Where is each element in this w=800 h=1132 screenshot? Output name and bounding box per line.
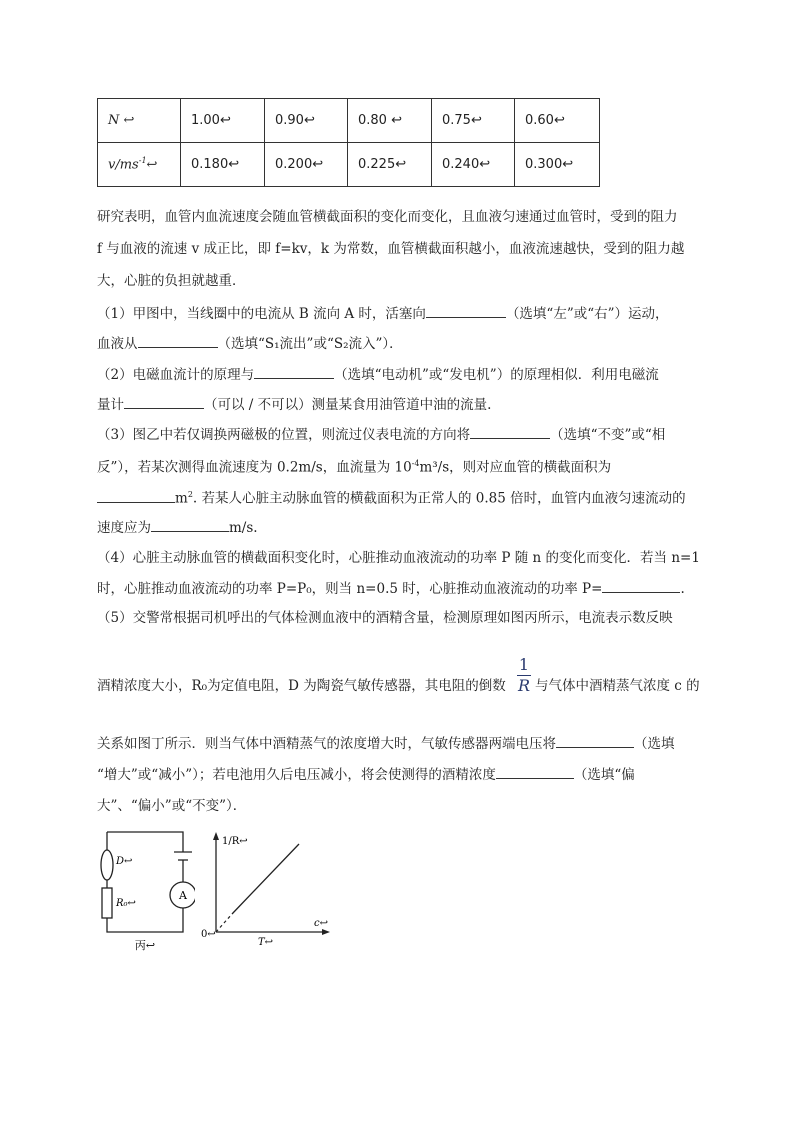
question-text: “增大”或“减小”）；若电池用久后电压减小，将会使测得的酒精浓度 (97, 767, 496, 783)
question-text: m/s. (229, 520, 258, 536)
question-3-line (97, 517, 258, 538)
paragraph-line: 大，心脏的负担就越重． (97, 273, 246, 289)
table-row-header: N ↩ (98, 99, 181, 143)
question-3-line (97, 485, 686, 509)
question-text: （1）甲图中，当线圈中的电流从 B 流向 A 时，活塞向 (97, 306, 426, 322)
table-cell: 0.200↩ (265, 143, 348, 187)
question-2-line (97, 394, 491, 415)
table-cell: 0.75↩ (432, 99, 515, 143)
graph-line (232, 844, 299, 914)
table-cell: 0.90↩ (265, 99, 348, 143)
table-cell: 0.60↩ (515, 99, 600, 143)
sensor-d-symbol (101, 850, 113, 880)
question-2-line (97, 364, 659, 385)
question-text: m (175, 490, 188, 507)
question-text: （可以 / 不可以）测量某食用油管道中油的流量. (204, 397, 492, 413)
question-5-line (97, 733, 675, 754)
ammeter-label: A (179, 889, 187, 902)
reciprocal-graph (196, 830, 336, 955)
question-4-line (97, 578, 685, 599)
question-text: m³/s，则对应血管的横截面积为 (419, 459, 612, 476)
question-1-line (97, 333, 403, 354)
reciprocal-fraction (517, 656, 531, 695)
question-3-line (97, 454, 611, 478)
question-5-line: 大”、“偏小”或“不变”）． (97, 798, 247, 814)
question-text: （选填“不变”或“相 (550, 427, 666, 443)
question-text: 血液从 (97, 336, 138, 352)
question-5-line: （5）交警常根据司机呼出的气体检测血液中的酒精含量，检测原理如图丙所示，电流表示数反映 (97, 610, 673, 626)
table-cell: 0.80 ↩ (348, 99, 432, 143)
circuit-diagram (95, 830, 195, 955)
table-cell: 1.00↩ (181, 99, 265, 143)
question-text: 时，心脏推动血液流动的功率 P=P₀，则当 n=0.5 时，心脏推动血液流动的功率 P= (97, 581, 603, 597)
resistor-label: R₀↩ (116, 898, 136, 909)
answer-blank[interactable] (138, 333, 218, 348)
answer-blank[interactable] (470, 424, 550, 439)
table-cell: 0.225↩ (348, 143, 432, 187)
graph-dashed-segment (216, 914, 232, 932)
question-text: 反”），若某次测得血流速度为 0.2m/s，血流量为 10 (97, 459, 412, 476)
question-text: （3）图乙中若仅调换两磁极的位置，则流过仪表电流的方向将 (97, 427, 471, 443)
origin-label: 0↩ (201, 929, 216, 940)
table-row (98, 143, 600, 187)
question-3-line (97, 424, 665, 445)
question-text: （选填“电动机”或“发电机”）的原理相似．利用电磁流 (334, 367, 659, 383)
question-text: 速度应为 (97, 520, 151, 536)
question-text: （2）电磁血流计的原理与 (97, 367, 255, 383)
paragraph-line: 研究表明，血管内血流速度会随血管横截面积的变化而变化，且血液匀速通过血管时，受到的阻力 (97, 209, 678, 225)
table-cell: 0.180↩ (181, 143, 265, 187)
circuit-caption: 丙↩ (134, 939, 156, 952)
data-table (97, 98, 600, 187)
question-5-line: 与气体中酒精蒸气浓度 c 的 (535, 678, 700, 694)
table-cell: 0.300↩ (515, 143, 600, 187)
question-text: 关系如图丁所示．则当气体中酒精蒸气的浓度增大时，气敏传感器两端电压将 (97, 736, 556, 752)
answer-blank[interactable] (151, 517, 229, 532)
table-cell: 0.240↩ (432, 143, 515, 187)
answer-blank[interactable] (602, 578, 680, 593)
fraction-denominator: R (517, 676, 531, 696)
question-4-line: （4）心脏主动脉血管的横截面积变化时，心脏推动血液流动的功率 P 随 n 的变化而变化．若当 n=1 (97, 550, 700, 566)
paragraph-line: f 与血液的流速 v 成正比，即 f=kv，k 为常数，血管横截面积越小，血液流速越快，受到的阻力越 (97, 241, 685, 257)
header-sup: -1 (138, 156, 147, 166)
table-row (98, 99, 600, 143)
superscript: 2 (187, 490, 193, 499)
question-5-line: 酒精浓度大小，R₀为定值电阻，D 为陶瓷气敏传感器，其电阻的倒数 (97, 678, 506, 694)
y-axis-label: 1/R↩ (222, 836, 248, 847)
x-axis-label: c↩ (314, 918, 328, 929)
superscript: -4 (411, 459, 420, 468)
answer-blank[interactable] (556, 733, 634, 748)
answer-blank[interactable] (254, 364, 334, 379)
table-row-header (98, 143, 181, 187)
question-text: （选填 (634, 736, 675, 752)
question-5-line (97, 764, 635, 785)
sensor-label: D↩ (116, 856, 133, 867)
header-unit: v/ms (108, 157, 139, 173)
question-text: （选填“偏 (573, 767, 635, 783)
question-text: . (680, 581, 685, 597)
fraction-numerator: 1 (518, 655, 530, 674)
answer-blank[interactable] (124, 394, 204, 409)
answer-blank[interactable] (496, 764, 574, 779)
question-text: . 若某人心脏主动脉血管的横截面积为正常人的 0.85 倍时，血管内血液匀速流动的 (192, 490, 686, 507)
question-text: （选填“S₁流出”或“S₂流入”）． (217, 336, 403, 352)
question-1-line (97, 303, 669, 324)
header-mark: ↩ (146, 157, 158, 173)
resistor-r0-symbol (102, 888, 112, 918)
graph-caption: T↩ (258, 937, 274, 948)
answer-blank[interactable] (97, 488, 175, 503)
question-text: （选填“左”或“右”）运动， (505, 306, 669, 322)
question-text: 量计 (97, 397, 124, 413)
answer-blank[interactable] (426, 303, 506, 318)
